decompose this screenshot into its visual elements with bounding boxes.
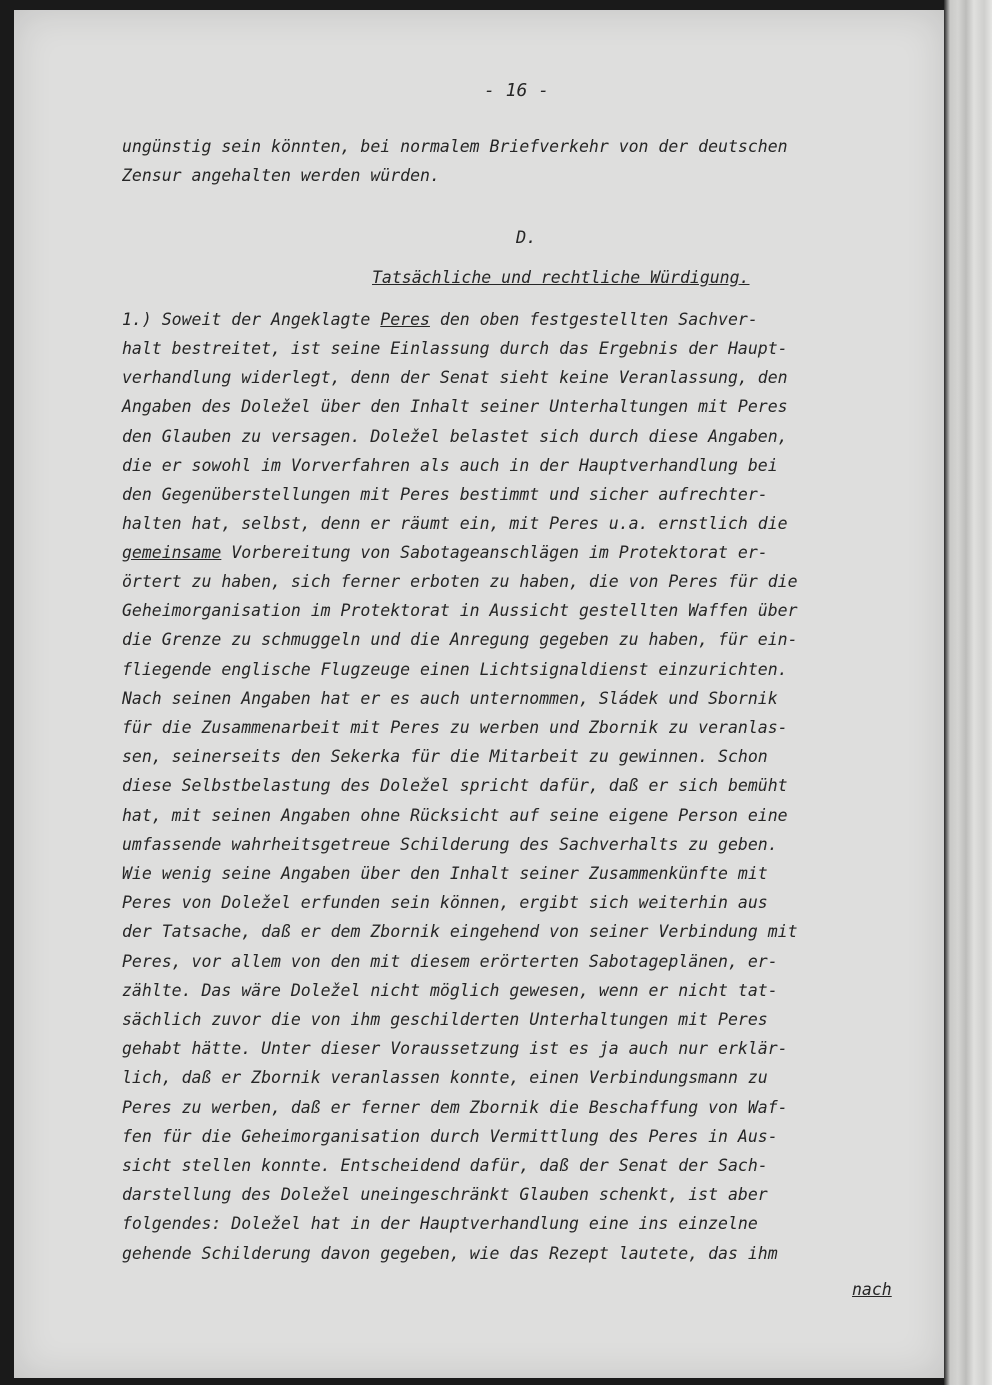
text-line: örtert zu haben, sich ferner erboten zu haben, die von Peres für die [122,572,798,591]
first-line-suffix: den oben festgestellten Sachver- [429,310,758,329]
paragraph-first-line [122,310,758,329]
section-letter: D. [516,228,537,248]
page-number: - 16 - [484,80,550,101]
document-page [14,10,944,1378]
text-line: folgendes: Doležel hat in der Hauptverhandlung eine ins einzelne [122,1214,758,1234]
text-line: Nach seinen Angaben hat er es auch unternommen, Sládek und Sbornik [122,688,778,708]
text-line: sen, seinerseits den Sekerka für die Mitarbeit zu gewinnen. Schon [122,747,768,767]
text-line: diese Selbstbelastung des Doležel spricht dafür, daß er sich bemüht [122,776,788,796]
text-line: fliegende englische Flugzeuge einen Lichtsignaldienst einzurichten. [122,659,788,679]
text-line: Peres von Doležel erfunden sein können, ergibt sich weiterhin aus [122,893,768,913]
text-line: halten hat, selbst, denn er räumt ein, mit Peres u.a. ernstlich die [122,514,788,534]
text-line: zählte. Das wäre Doležel nicht möglich gewesen, wenn er nicht tat- [122,980,778,1000]
text-line: sicht stellen konnte. Entscheidend dafür, daß der Senat der Sach- [122,1156,768,1175]
text-line: darstellung des Doležel uneingeschränkt Glauben schenkt, ist aber [122,1185,768,1205]
underlined-line-suffix: Vorbereitung von Sabotageanschlägen im Protektorat er- [221,543,768,562]
catchword: nach [852,1280,892,1299]
word-gemeinsame-underlined: gemeinsame [122,543,222,562]
text-line: ungünstig sein könnten, bei normalem Briefverkehr von der deutschen [122,137,788,156]
text-line: Wie wenig seine Angaben über den Inhalt seiner Zusammenkünfte mit [122,864,768,883]
text-line: fen für die Geheimorganisation durch Vermittlung des Peres in Aus- [122,1126,778,1146]
text-line: die er sowohl im Vorverfahren als auch in der Hauptverhandlung bei [122,455,778,475]
text-line: für die Zusammenarbeit mit Peres zu werben und Zbornik zu veranlas- [122,718,788,737]
text-line: Peres zu werben, daß er ferner dem Zbornik die Beschaffung von Waf- [122,1097,788,1117]
text-line: hat, mit seinen Angaben ohne Rücksicht auf seine eigene Person eine [122,805,788,825]
text-line: lich, daß er Zbornik veranlassen konnte, einen Verbindungsmann zu [122,1068,768,1088]
text-line: Zensur angehalten werden würden. [122,166,440,186]
text-line: verhandlung widerlegt, denn der Senat sieht keine Veranlassung, den [122,368,788,388]
text-line: Peres, vor allem von den mit diesem erörterten Sabotageplänen, er- [122,951,778,971]
paragraph-underlined-line [122,543,768,562]
text-line: den Gegenüberstellungen mit Peres bestimmt und sicher aufrechter- [122,485,768,504]
scan-top-border [0,0,992,10]
text-line: gehende Schilderung davon gegeben, wie das Rezept lautete, das ihm [122,1243,778,1263]
text-line: halt bestreitet, ist seine Einlassung durch das Ergebnis der Haupt- [122,339,788,358]
text-line: der Tatsache, daß er dem Zbornik eingehend von seiner Verbindung mit [122,922,798,942]
text-line: Geheimorganisation im Protektorat in Aussicht gestellten Waffen über [122,601,798,621]
next-page-edge [944,0,992,1385]
text-line: Angaben des Doležel über den Inhalt seiner Unterhaltungen mit Peres [122,397,788,417]
name-peres-underlined: Peres [380,310,430,329]
text-line: sächlich zuvor die von ihm geschilderten Unterhaltungen mit Peres [122,1010,768,1029]
first-line-prefix: 1.) Soweit der Angeklagte [122,310,381,329]
text-line: gehabt hätte. Unter dieser Voraussetzung ist es ja auch nur erklär- [122,1039,788,1059]
text-line: umfassende wahrheitsgetreue Schilderung des Sachverhalts zu geben. [122,834,778,854]
text-line: den Glauben zu versagen. Doležel belastet sich durch diese Angaben, [122,426,788,446]
text-line: die Grenze zu schmuggeln und die Anregung gegeben zu haben, für ein- [122,630,798,650]
section-title: Tatsächliche und rechtliche Würdigung. [372,268,750,287]
